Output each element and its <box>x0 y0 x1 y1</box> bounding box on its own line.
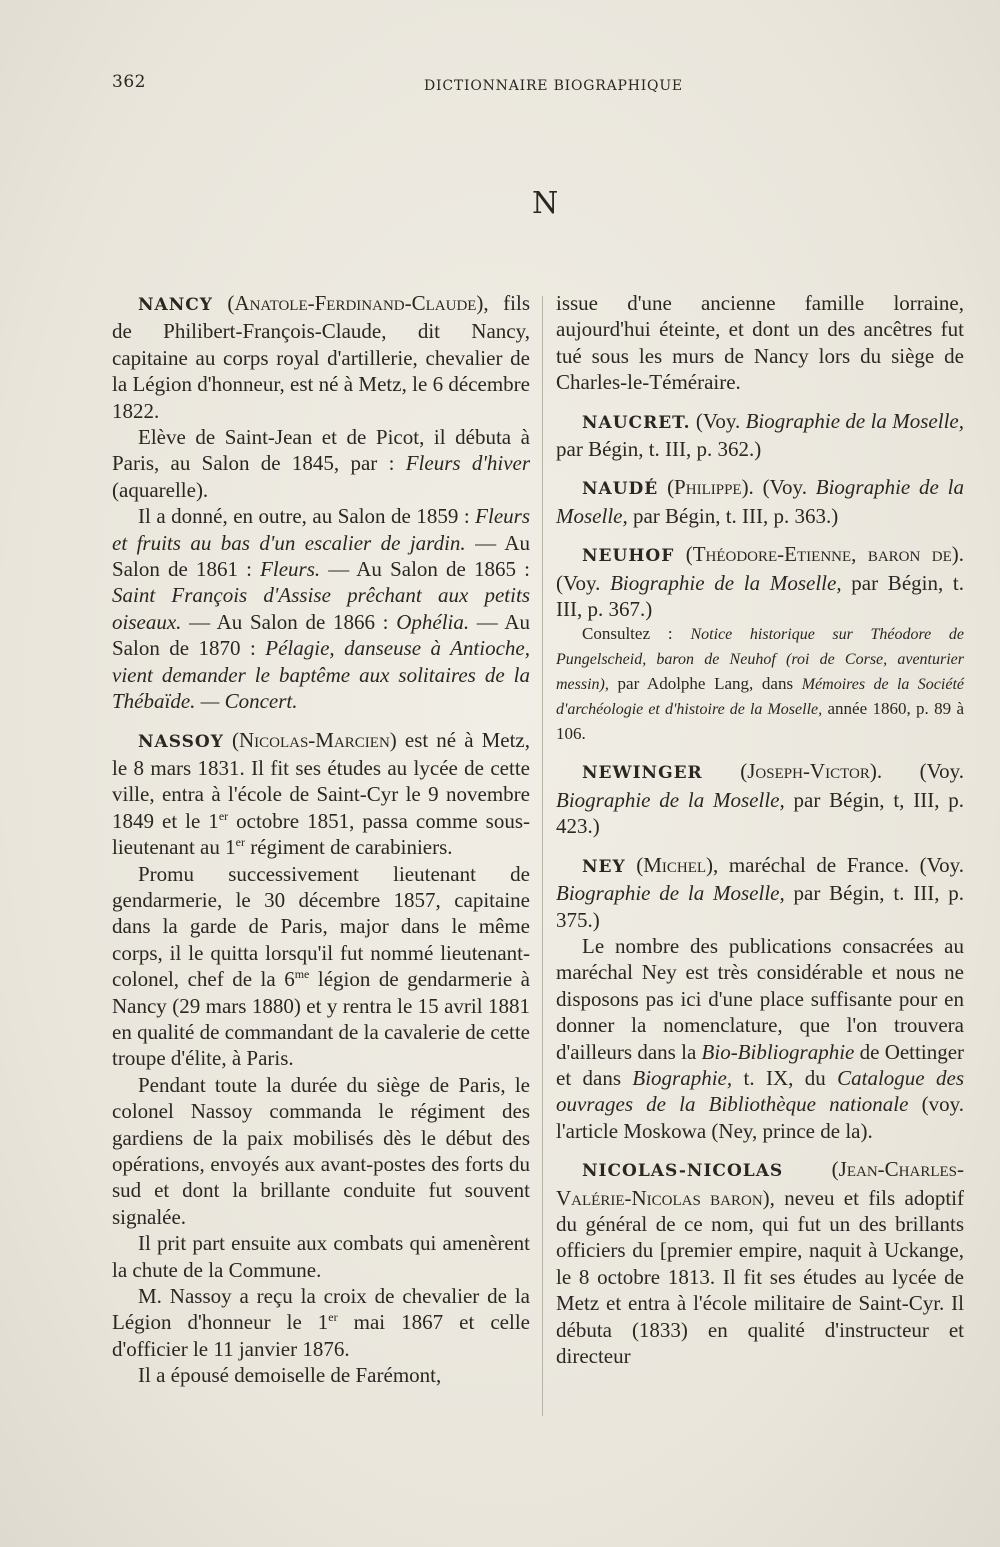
headword: NAUCRET. <box>582 412 691 433</box>
headword: NEWINGER <box>582 763 703 784</box>
entry-text: Il a donné, en outre, au Salon de 1859 : <box>138 504 476 529</box>
entry-text: de Oettinger et dans <box>556 1039 965 1090</box>
entry-newinger <box>556 758 964 839</box>
entry-text: par Bégin, t. III, p. 363.) <box>627 503 839 528</box>
entry-text: — Au Salon de 1870 : <box>112 609 531 661</box>
entry-text: — Au Salon de 1865 : <box>320 557 530 582</box>
entry-paragraph <box>556 933 964 1144</box>
left-column <box>112 290 530 1401</box>
entry-text: par Bégin, t. III, p. 362.) <box>556 437 762 462</box>
work-title: Biographie de la Moselle, <box>556 475 964 528</box>
given-names: (Philippe). <box>667 475 754 500</box>
entry-text: Consultez : <box>582 624 691 644</box>
work-title: Fleurs. <box>260 557 321 582</box>
work-title: Mémoires de la Société d'archéologie et d'histoire de la Moselle, <box>556 676 964 719</box>
entry-text: (aquarelle). <box>112 477 209 502</box>
entry-text: Elève de Saint-Jean et de Picot, il débuta à Paris, au Salon de 1845, par : <box>112 425 530 476</box>
column-divider <box>542 296 543 1416</box>
entry-text: — Au Salon de 1866 : <box>181 609 397 634</box>
running-title: DICTIONNAIRE BIOGRAPHIQUE <box>424 78 683 94</box>
work-title: Ophélia. <box>396 609 470 634</box>
work-title: Fleurs d'hiver <box>405 451 531 476</box>
entry-paragraph: Il prit part ensuite aux combats qui amenèrent la chute de la Commune. <box>112 1231 530 1282</box>
work-title: Biographie de la Moselle, <box>556 787 785 812</box>
given-names: (Théodore-Etienne, baron de). <box>685 542 965 567</box>
superscript: er <box>218 808 229 823</box>
headword: NASSOY <box>138 731 224 752</box>
entry-paragraph <box>556 1156 964 1369</box>
superscript: er <box>328 1310 338 1325</box>
right-column <box>556 290 964 1381</box>
entry-paragraph <box>112 424 530 503</box>
work-title: Bio-Bibliographie <box>701 1039 855 1064</box>
entry-text: (voy. l'article Moskowa (Ney, prince de la). <box>556 1092 964 1143</box>
headword: NANCY <box>138 295 213 315</box>
entry-text: maréchal de France. (Voy. <box>718 852 964 877</box>
work-title: Notice historique sur Théodore de Pungelscheid, baron de Neuhof (roi de Corse, aventurier messin), <box>556 626 964 694</box>
entry-paragraph <box>112 861 530 1072</box>
entry-naude <box>556 474 964 529</box>
entry-paragraph <box>556 408 964 463</box>
entry-paragraph <box>112 290 530 424</box>
superscript: me <box>294 967 310 982</box>
entry-text: année 1860, p. 89 à 106. <box>556 699 964 744</box>
headword: NICOLAS-NICOLAS <box>582 1161 784 1182</box>
entry-paragraph <box>556 852 964 933</box>
entry-text: neveu et fils adoptif du général de ce nom, qui fut un des brillants officiers du [premier empire, naquit à Uckange, le 8 octobre 1813. Il fit ses études au lycée de Metz et entra à l'école militaire de Saint-Cyr. Il débuta (1833) en qualité d'instructeur et directeur <box>556 1185 964 1368</box>
entry-nassoy <box>112 727 530 1389</box>
consult-note <box>556 622 964 746</box>
work-title: Biographie de la Moselle, <box>610 570 842 595</box>
given-names: (Nicolas-Marcien) <box>231 727 397 752</box>
entry-ney <box>556 852 964 1144</box>
work-title: Biographie de la Moselle, <box>556 881 785 906</box>
entry-text: mai 1867 et celle d'officier le 11 janvier 1876. <box>112 1310 530 1361</box>
entry-text: (Voy. <box>556 570 611 595</box>
superscript: er <box>235 835 245 850</box>
headword: NAUDÉ <box>582 479 659 500</box>
entry-text: par Bégin, t, III, p. 423.) <box>556 787 964 839</box>
headword: NEUHOF <box>582 546 675 567</box>
entry-text: Promu successivement lieutenant de gendarmerie, le 30 décembre 1857, capitaine dans la garde de Paris, major dans le même corps, il le quitta lorsqu'il fut nommé lieutenant-colonel, chef de la 6 <box>112 861 530 992</box>
entry-text: (Voy. <box>753 475 816 500</box>
entry-nassoy-continued <box>556 290 964 396</box>
entry-text: fils de Philibert-François-Claude, dit Nancy, capitaine au corps royal d'artillerie, chevalier de la Légion d'honneur, est né à Metz, le 6 décembre 1822. <box>112 291 530 423</box>
entry-neuhof <box>556 541 964 746</box>
entry-text: (Voy. <box>882 759 964 784</box>
given-names: (Michel), <box>636 852 719 877</box>
entry-text: (Voy. <box>690 408 746 433</box>
entry-paragraph <box>556 758 964 839</box>
work-title: Catalogue des ouvrages de la Bibliothèque nationale <box>556 1065 964 1117</box>
work-title: Biographie de la Moselle, <box>745 408 964 433</box>
entry-paragraph <box>112 1283 530 1362</box>
entry-text: t. IX, du <box>732 1065 838 1090</box>
entry-text: — Au Salon de 1861 : <box>112 530 530 582</box>
entry-text: par Bégin, t. III, p. 367.) <box>556 570 965 622</box>
entry-paragraph <box>112 727 530 861</box>
entry-paragraph: Pendant toute la durée du siège de Paris, le colonel Nassoy commanda le régiment des gardiens de la paix mobilisés dès le début des opérations, envoyés aux avant-postes des forts du sud et dont la brillante conduite fut souvent signalée. <box>112 1072 530 1229</box>
entry-paragraph: issue d'une ancienne famille lorraine, aujourd'hui éteinte, et dont un des ancêtres fut tué sous les murs de Nancy lors du siège de Charles-le-Téméraire. <box>556 291 964 395</box>
headword: NEY <box>582 856 626 877</box>
entry-text: légion de gendarmerie à Nancy (29 mars 1880) et y rentra le 15 avril 1881 en qualité de commandant de la cavalerie de cette troupe d'élite, à Paris. <box>112 967 530 1071</box>
entry-nancy <box>112 290 530 715</box>
entry-text: octobre 1851, passa comme sous-lieutenant au 1 <box>112 808 530 860</box>
entry-text: par Bégin, t. III, p. 375.) <box>556 881 964 932</box>
entry-text: par Adolphe Lang, dans <box>608 674 802 694</box>
given-names: (Jean-Charles-Valérie-Nicolas baron), <box>556 1157 964 1210</box>
entry-text: M. Nassoy a reçu la croix de chevalier de la Légion d'honneur le 1 <box>112 1284 530 1335</box>
section-letter: N <box>532 186 559 221</box>
entry-paragraph <box>556 541 964 622</box>
work-title: Biographie, <box>632 1065 733 1090</box>
page-number: 362 <box>112 72 146 92</box>
entry-paragraph <box>112 503 530 714</box>
work-title: Saint François d'Assise prêchant aux petits oiseaux. <box>112 583 530 634</box>
work-title: Pélagie, danseuse à Antioche, vient demander le baptême aux solitaires de la Thébaïde. — Concert. <box>112 636 530 714</box>
entry-naucret <box>556 408 964 463</box>
entry-text: est né à Metz, le 8 mars 1831. Il fit ses études au lycée de cette ville, entra à l'école de Saint-Cyr le 9 novembre 1849 et le 1 <box>112 727 530 833</box>
entry-paragraph: Il a épousé demoiselle de Farémont, <box>138 1363 442 1388</box>
page-header <box>112 68 952 98</box>
given-names: (Anatole-Ferdinand-Claude), <box>227 291 489 315</box>
work-title: Fleurs et fruits au bas d'un escalier de jardin. <box>112 504 530 555</box>
entry-nicolas-nicolas <box>556 1156 964 1369</box>
given-names: (Joseph-Victor). <box>740 759 883 784</box>
entry-text: Le nombre des publications consacrées au maréchal Ney est très considérable et nous ne disposons pas ici d'une place suffisante pour en donner la nomenclature, que l'on trouvera d'ailleurs dans la <box>556 933 964 1064</box>
entry-text: régiment de carabiniers. <box>244 835 453 860</box>
entry-paragraph <box>556 474 964 529</box>
